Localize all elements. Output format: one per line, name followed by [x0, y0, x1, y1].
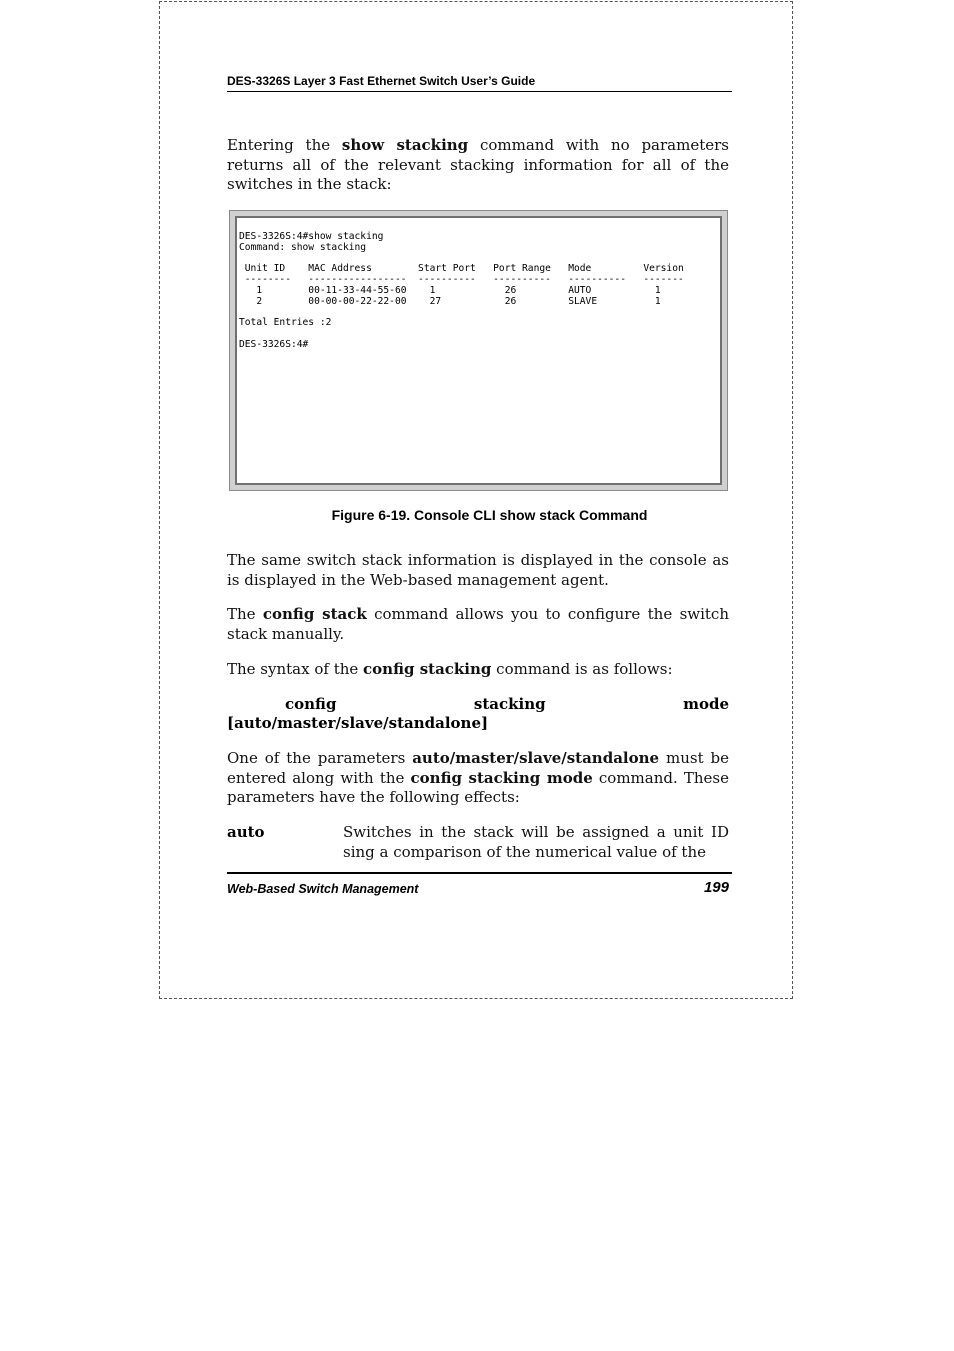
intro-paragraph: Entering the show stacking command with no parameters returns all of the relevant stacking information for all of the switches in the stack: — [227, 136, 729, 193]
term-auto-definition: Switches in the stack will be assigned a unit ID sing a comparison of the numerical value of the — [343, 823, 729, 861]
running-header: DES-3326S Layer 3 Fast Ethernet Switch User’s Guide — [227, 74, 536, 88]
cmd-show-stacking: show stacking — [341, 136, 469, 154]
console-window — [229, 210, 728, 491]
cmd-config-stacking: config stacking — [363, 660, 492, 678]
parameters-paragraph: One of the parameters auto/master/slave/standalone must be entered along with the config stacking mode command. These parameters have the following effects: — [227, 749, 729, 806]
console-output: DES-3326S:4#show stacking Command: show stacking Unit ID MAC Address Start Port Port Range Mode Version -------- ----------------- ---------- ---------- ---------- ------- 1 00-11-33-44-55-60 1 26 AUTO 1 2 00-00-00-22-22-00 27 26 SLAVE 1 Total Entries :2 DES-3326S:4# — [239, 231, 684, 350]
config-paragraph: The config stack command allows you to configure the switch stack manually. — [227, 605, 729, 643]
cmd-config-stack: config stack — [262, 605, 367, 623]
syntax-options: [auto/master/slave/standalone] — [227, 714, 489, 732]
term-auto: auto — [227, 823, 265, 841]
syntax-command: config stacking mode — [285, 695, 729, 713]
console-screen — [235, 216, 722, 485]
footer-rule — [227, 872, 732, 874]
syntax-paragraph: The syntax of the config stacking command is as follows: — [227, 660, 673, 678]
header-rule — [227, 91, 732, 92]
page-number: 199 — [703, 879, 729, 896]
figure-caption: Figure 6-19. Console CLI show stack Command — [331, 507, 648, 523]
running-footer: Web-Based Switch Management — [227, 882, 419, 896]
console-paragraph: The same switch stack information is displayed in the console as is displayed in the Web-based management agent. — [227, 551, 729, 589]
